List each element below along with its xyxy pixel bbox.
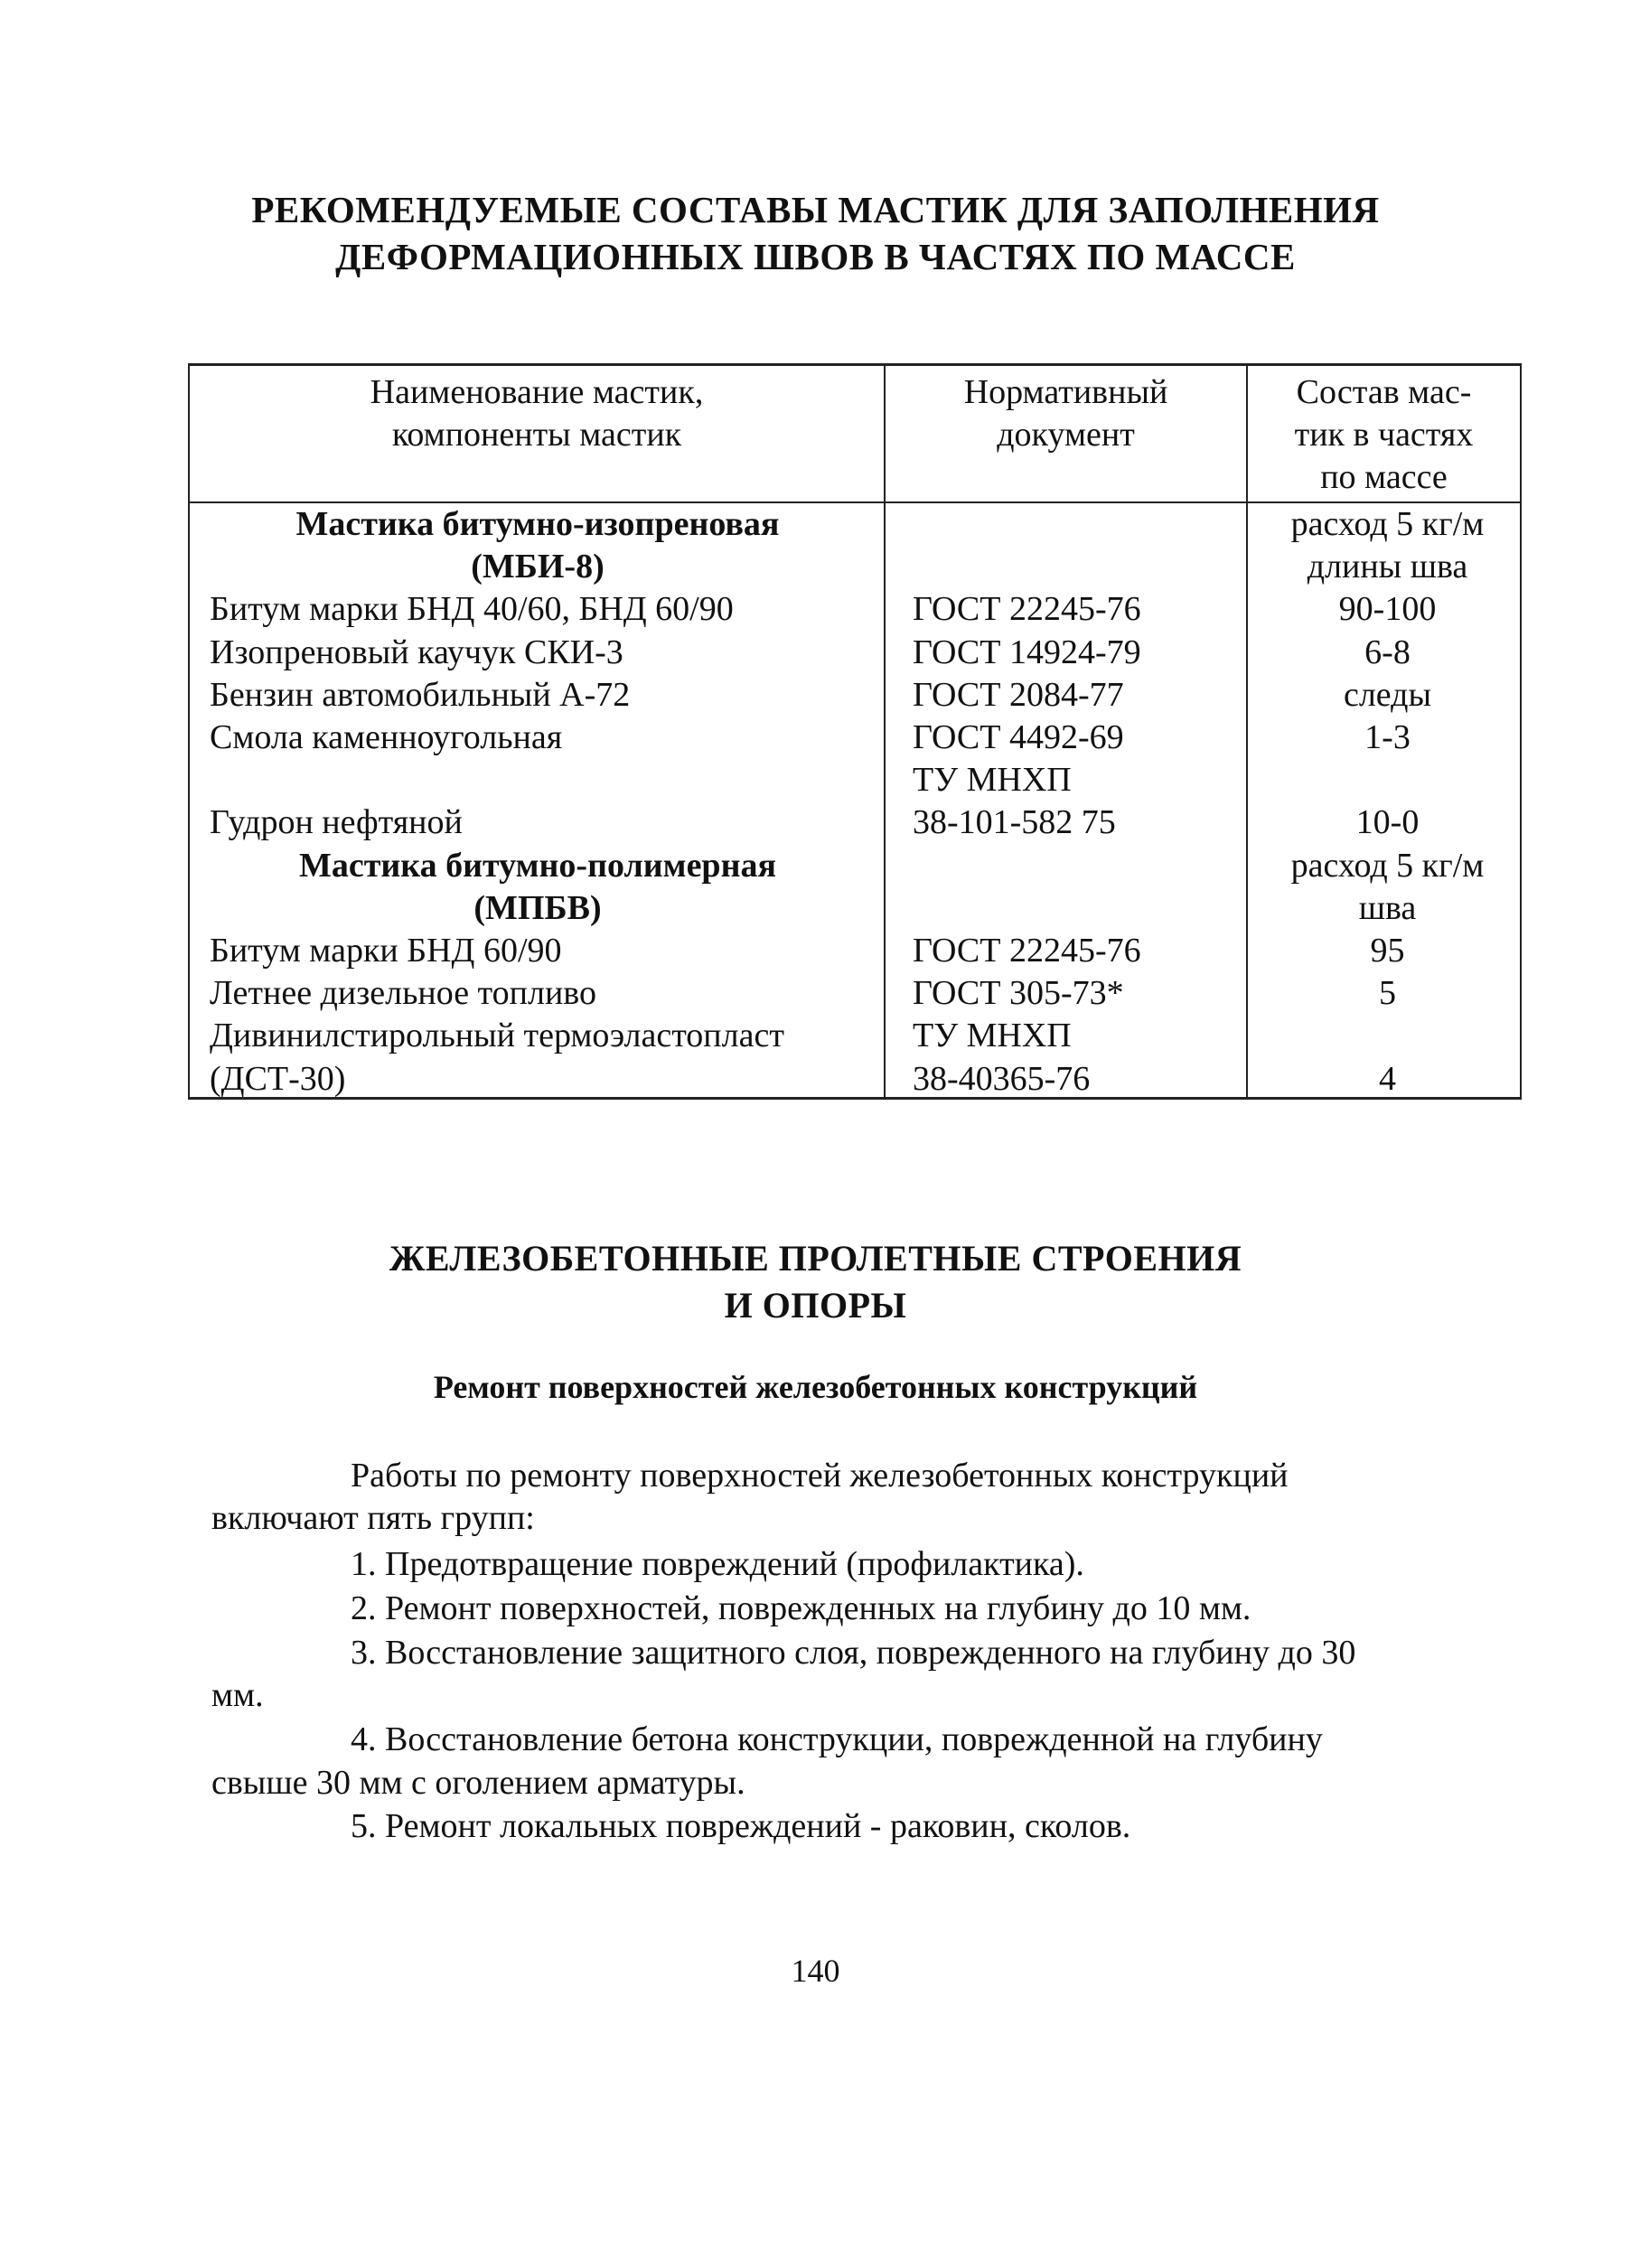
composition-value: 1-3 bbox=[1364, 718, 1411, 756]
header-text: Состав мас- bbox=[1296, 373, 1472, 411]
header-document bbox=[886, 371, 1246, 456]
list-item-2: 2. Ремонт поверхностей, поврежденных на глубину до 10 мм. bbox=[351, 1589, 1251, 1627]
normative-document: ГОСТ 22245-76 bbox=[913, 590, 1141, 629]
normative-document: ГОСТ 305-73* bbox=[913, 974, 1124, 1013]
section-heading bbox=[0, 1235, 1631, 1329]
section-heading-line-1: ЖЕЛЕЗОБЕТОННЫЕ ПРОЛЕТНЫЕ СТРОЕНИЯ bbox=[389, 1238, 1242, 1279]
list-item-4-cont: свыше 30 мм с оголением арматуры. bbox=[211, 1764, 745, 1802]
list-item-4: 4. Восстановление бетона конструкции, поврежденной на глубину bbox=[351, 1720, 1323, 1758]
composition-value: расход 5 кг/м bbox=[1290, 505, 1485, 543]
column-divider bbox=[884, 366, 886, 1097]
composition-value: 95 bbox=[1370, 932, 1405, 970]
mastic-composition-table bbox=[188, 363, 1522, 1100]
composition-value: длины шва bbox=[1307, 548, 1468, 586]
component-name: Гудрон нефтяной bbox=[210, 803, 463, 842]
document-title bbox=[0, 186, 1631, 280]
list-item-3-cont: мм. bbox=[211, 1676, 264, 1714]
header-text: Наименование мастик, bbox=[370, 373, 704, 411]
component-name: Изопреновый каучук СКИ-3 bbox=[210, 633, 623, 671]
header-text: тик в частях bbox=[1294, 416, 1474, 454]
header-text: Нормативный bbox=[963, 373, 1168, 411]
composition-value: расход 5 кг/м bbox=[1290, 846, 1485, 885]
component-name: (ДСТ-30) bbox=[210, 1059, 346, 1098]
list-item-1: 1. Предотвращение повреждений (профилактика). bbox=[351, 1545, 1084, 1583]
composition-value: следы bbox=[1343, 675, 1432, 714]
section-heading-line-2: И ОПОРЫ bbox=[724, 1285, 907, 1326]
intro-line-2: включают пять групп: bbox=[211, 1499, 535, 1537]
mastic-group-name: Мастика битумно-полимерная bbox=[298, 846, 777, 885]
title-line-1: РЕКОМЕНДУЕМЫЕ СОСТАВЫ МАСТИК ДЛЯ ЗАПОЛНЕНИЯ bbox=[251, 189, 1380, 230]
normative-document: ГОСТ 22245-76 bbox=[913, 932, 1141, 970]
mastic-group-name: (МБИ-8) bbox=[471, 548, 605, 586]
header-composition bbox=[1248, 371, 1520, 499]
normative-document: 38-40365-76 bbox=[913, 1059, 1091, 1098]
list-item-5: 5. Ремонт локальных повреждений - раковин, сколов. bbox=[351, 1807, 1131, 1845]
composition-value: 90-100 bbox=[1338, 590, 1437, 629]
component-name: Бензин автомобильный А-72 bbox=[210, 675, 631, 714]
component-name: Битум марки БНД 40/60, БНД 60/90 bbox=[210, 590, 734, 629]
normative-document: ГОСТ 2084-77 bbox=[913, 675, 1124, 714]
component-name: Дивинилстирольный термоэластопласт bbox=[210, 1017, 784, 1055]
component-name: Летнее дизельное топливо bbox=[210, 974, 596, 1013]
intro-line-1: Работы по ремонту поверхностей железобетонных конструкций bbox=[351, 1457, 1289, 1495]
normative-document: ТУ МНХП bbox=[913, 761, 1072, 800]
mastic-group-name: Мастика битумно-изопреновая bbox=[295, 505, 780, 543]
normative-document: ГОСТ 14924-79 bbox=[913, 633, 1141, 671]
title-line-2: ДЕФОРМАЦИОННЫХ ШВОВ В ЧАСТЯХ ПО МАССЕ bbox=[335, 236, 1296, 277]
composition-value: 5 bbox=[1379, 974, 1396, 1013]
page-number: 140 bbox=[791, 1953, 840, 1989]
composition-value: 10-0 bbox=[1355, 803, 1420, 842]
component-name: Битум марки БНД 60/90 bbox=[210, 932, 562, 970]
normative-document: ГОСТ 4492-69 bbox=[913, 718, 1124, 756]
section-subheading: Ремонт поверхностей железобетонных конструкций bbox=[433, 1369, 1198, 1405]
normative-document: 38-101-582 75 bbox=[913, 803, 1116, 842]
header-text: по массе bbox=[1320, 458, 1448, 496]
composition-value: шва bbox=[1358, 888, 1417, 927]
composition-value: 6-8 bbox=[1364, 633, 1411, 671]
list-item-3: 3. Восстановление защитного слоя, поврежденного на глубину до 30 bbox=[351, 1634, 1356, 1672]
normative-document: ТУ МНХП bbox=[913, 1017, 1072, 1055]
mastic-group-name: (МПБВ) bbox=[473, 888, 602, 927]
header-text: компоненты мастик bbox=[391, 416, 682, 454]
header-text: документ bbox=[997, 416, 1135, 454]
header-name bbox=[190, 371, 884, 456]
composition-value: 4 bbox=[1379, 1059, 1396, 1098]
component-name: Смола каменноугольная bbox=[210, 718, 563, 756]
